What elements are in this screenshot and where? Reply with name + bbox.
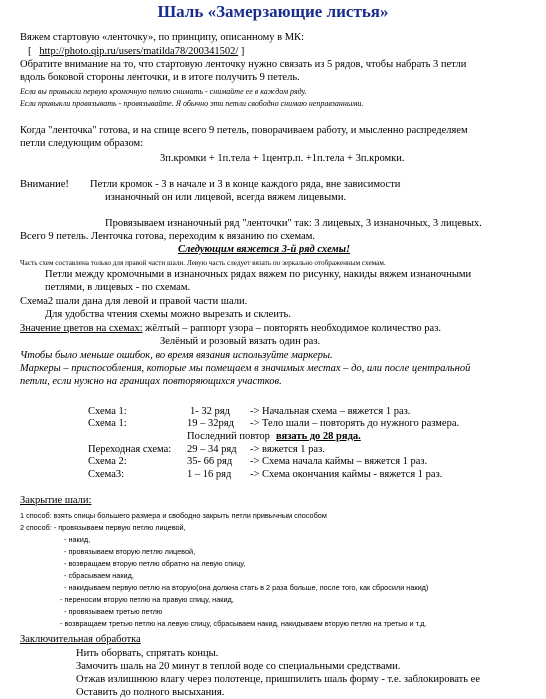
list-item: - переносим вторую петлю на правую спицу, накид, (60, 595, 234, 604)
scheme-rows: Последний повтор (187, 431, 270, 442)
text-line: Петли между кромочными в изнаночных рядах вяжем по рисунку, накиды вяжем изнаночными (45, 269, 472, 280)
italic-line: Чтобы было меньше ошибок, во время вязания используйте маркеры. (20, 350, 333, 361)
list-item: - провязываем вторую петлю лицевой, (64, 547, 196, 556)
scheme-name: Схема 2: (88, 456, 127, 467)
section-heading: Закрытие шали: (20, 495, 92, 506)
scheme-desc: вязать до 28 ряда. (276, 431, 361, 442)
list-item: 2 способ: - провязываем первую петлю лицевой, (20, 523, 186, 532)
list-item: Нить оборвать, спрятать концы. (76, 648, 219, 659)
list-item: - накид, (64, 535, 91, 544)
text-line: Для удобства чтения схемы можно вырезать и склеить. (45, 309, 291, 320)
list-item: - возвращаем вторую петлю обратно на левую спицу, (64, 559, 246, 568)
scheme-rows: 29 – 34 ряд (187, 444, 237, 455)
list-item: - возвращаем третью петлю на левую спицу, сбрасываем накид, накидываем вторую петлю на третью и т.д. (60, 619, 427, 628)
scheme-rows: 1 – 16 ряд (187, 469, 232, 480)
scheme-desc: -> вяжется 1 раз. (250, 444, 325, 455)
colors-label: Значение цветов на схемах: (20, 323, 143, 334)
italic-line: петли, если нужно на границах повторяющихся участков. (20, 376, 282, 387)
small-note: Часть схем составлена только для правой части шали. Левую часть следует вязать по зеркально отображенным схемам. (20, 259, 386, 267)
scheme-name: Схема 1: (88, 406, 127, 417)
page-title: Шаль «Замерзающие листья» (157, 2, 389, 21)
text-line: Петли кромок - 3 в начале и 3 в конце каждого ряда, вне зависимости (90, 179, 401, 190)
text-line: Когда "ленточка" готова, и на спице всего 9 петель, поворачиваем работу, и мысленно распределяем (20, 125, 468, 136)
bracket: [ (28, 46, 32, 57)
italic-line: Маркеры – приспособления, которые мы помещаем в значимых местах – до, или после центральной (20, 363, 471, 374)
scheme-desc: -> Начальная схема – вяжется 1 раз. (250, 406, 411, 417)
list-item: - сбрасываем накид, (64, 571, 134, 580)
bracket: ] (240, 46, 245, 57)
scheme-desc: -> Схема начала каймы – вяжется 1 раз. (250, 456, 428, 467)
text-line: изнаночный он или лицевой, всегда вяжем лицевыми. (105, 192, 347, 203)
text-line: Схема2 шали дана для левой и правой части шали. (20, 296, 248, 307)
list-item: - провязываем третью петлю (64, 607, 163, 616)
attention-label: Внимание! (20, 179, 69, 190)
intro-line: вдоль боковой стороны ленточки, и в итоге получить 9 петель. (20, 72, 300, 83)
formula: 3п.кромки + 1п.тела + 1центр.п. +1п.тела + 3п.кромки. (160, 153, 405, 164)
scheme-rows: 1- 32 ряд (190, 406, 230, 417)
link-line (28, 45, 244, 58)
intro-line: Обратите внимание на то, что стартовую ленточку нужно связать из 5 рядов, чтобы набрать 3 петли (20, 59, 467, 70)
text-line: петли следующим образом: (20, 138, 144, 149)
scheme-name: Переходная схема: (88, 444, 172, 455)
scheme-desc: -> Схема окончания каймы - вяжется 1 раз. (250, 469, 443, 480)
section-heading: Следующим вяжется 3-й ряд схемы! (178, 244, 351, 255)
section-heading: Заключительная обработка (20, 634, 141, 645)
mk-link[interactable]: http://photo.qip.ru/users/matilda78/200341502/ (39, 46, 239, 57)
list-item: 1 способ: взять спицы большего размера и свободно закрыть петли привычным способом (20, 511, 327, 520)
scheme-name: Схема 1: (88, 418, 127, 429)
note-line: Если привыкли провязывать - провязывайте. Я обычно эти петли свободно снимаю неправзанными. (20, 99, 364, 108)
note-line: Если вы привыкли первую кромочную петлю снимать - снимайте ее в каждом ряду. (20, 87, 307, 96)
text-line: Всего 9 петель. Ленточка готова, переходим к вязанию по схемам. (20, 231, 316, 242)
list-item: Отжав излишнюю влагу через полотенце, пришпилить шаль форму - т.е. заблокировать ее (76, 674, 480, 685)
text-line: петлями, в лицевых - по схемам. (45, 282, 191, 293)
scheme-rows: 19 – 32ряд (187, 418, 234, 429)
intro-line: Вяжем стартовую «ленточку», по принципу, описанному в МК: (20, 32, 304, 43)
list-item: Замочить шаль на 20 минут в теплой воде со специальными средствами. (76, 661, 401, 672)
scheme-name: Схема3: (88, 469, 125, 480)
colors-line (20, 322, 441, 335)
text-line: Провязываем изнаночный ряд "ленточки" так: 3 лицевых, 3 изнаночных, 3 лицевых. (105, 218, 482, 229)
colors-text: жёлтый – раппорт узора – повторять необходимое количество раз. (142, 323, 441, 334)
scheme-rows: 35- 66 ряд (187, 456, 233, 467)
list-item: Оставить до полного высыхания. (76, 687, 225, 698)
list-item: - накидываем первую петлю на вторую(она должна стать в 2 раза больше, после того, как сбросили накид) (64, 583, 429, 592)
text-line: Зелёный и розовый вязать один раз. (160, 336, 321, 347)
scheme-desc: -> Тело шали – повторять до нужного размера. (250, 418, 460, 429)
